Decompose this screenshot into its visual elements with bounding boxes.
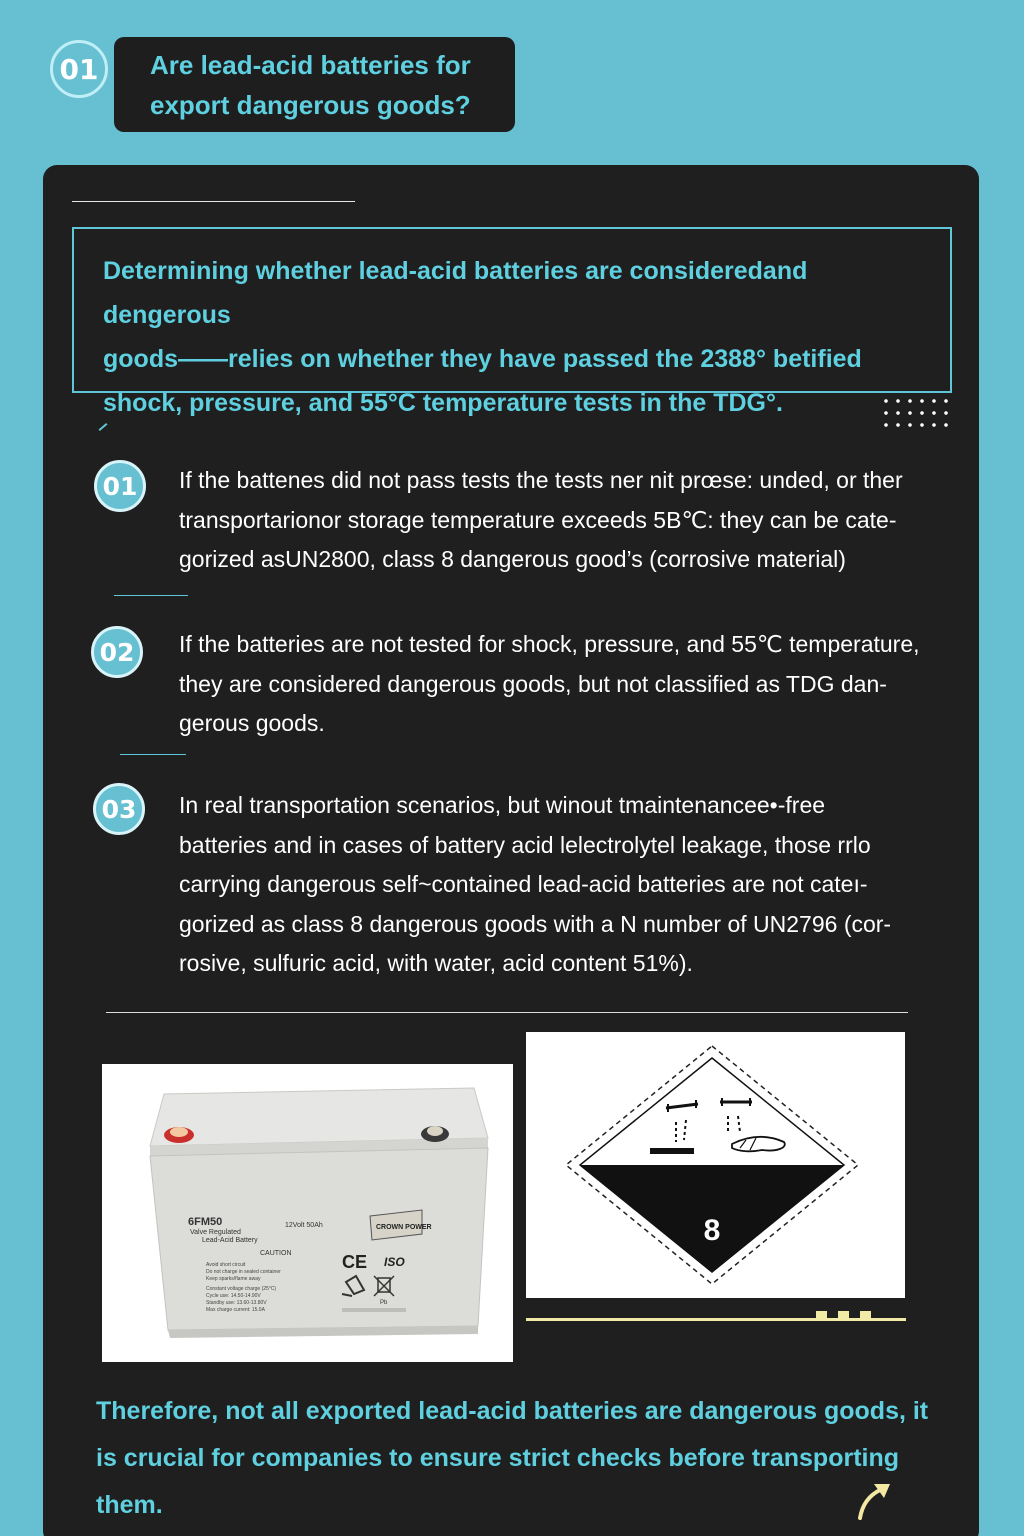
- item-2-number-badge: 02: [91, 626, 143, 678]
- intro-line-3: shock, pressure, and 55°C temperature tests in the TDG°.: [103, 389, 783, 417]
- conclusion-line-3: them.: [96, 1491, 163, 1519]
- item-2-line-3: gerous goods.: [179, 710, 325, 736]
- battery-charge-4: Max charge current: 15.0A: [206, 1307, 265, 1313]
- battery-warning-1: Avoid short circuit: [206, 1262, 246, 1268]
- header-number-badge: 01: [50, 40, 108, 98]
- battery-brand-text: CROWN POWER: [376, 1224, 432, 1231]
- pb-mark: Pb: [380, 1300, 388, 1306]
- battery-model-text: 6FM50: [188, 1216, 223, 1228]
- item-3-line-2: batteries and in cases of battery acid lelectrolytel leakage, those rrlo: [179, 831, 871, 858]
- battery-spec-text: 12Volt 50Ah: [285, 1222, 323, 1229]
- item-3-line-3: carrying dangerous self~contained lead-acid batteries are not cateı-: [179, 871, 868, 897]
- yellow-block-decoration: [816, 1311, 880, 1321]
- header-title-box: [114, 37, 515, 132]
- battery-charge-2: Cycle use: 14.50-14.90V: [206, 1293, 261, 1299]
- battery-caution-text: CAUTION: [260, 1250, 292, 1257]
- conclusion-text: [96, 1388, 966, 1529]
- intro-line-2: goods——relies on whether they have passed the 2388° betified: [103, 345, 862, 373]
- curved-arrow-icon: [852, 1478, 896, 1522]
- battery-website-strip: [342, 1308, 406, 1312]
- item-1-line-2: transportarionor storage temperature exceeds 5B℃: they can be cate-: [179, 506, 897, 533]
- conclusion-line-1: Therefore, not all exported lead-acid batteries are dangerous goods, it: [96, 1397, 929, 1425]
- hazard-label-panel: [526, 1032, 905, 1298]
- header-title-line-2: export dangerous goods?: [150, 90, 471, 120]
- item-3-line-4: gorized as class 8 dangerous goods with a N number of UN2796 (cor-: [179, 910, 892, 937]
- battery-photo: [102, 1064, 513, 1362]
- item-1-line-1: If the battenes did not pass tests the tests ner nit prœse: unded, or ther: [179, 467, 903, 493]
- battery-illustration: [102, 1064, 513, 1362]
- iso-mark: ISO: [384, 1255, 405, 1269]
- hazard-class-number: 8: [703, 1214, 721, 1247]
- top-divider: [72, 201, 355, 202]
- conclusion-line-2: is crucial for companies to ensure strict checks before transporting: [96, 1444, 900, 1472]
- item-3-line-1: In real transportation scenarios, but winout tmaintenancee•-free: [179, 792, 826, 818]
- item-3-number-badge: 03: [93, 783, 145, 835]
- item-2-text: [179, 625, 954, 744]
- battery-warning-3: Keep sparks/flame away: [206, 1276, 261, 1282]
- dot-pattern-decoration: [880, 395, 956, 431]
- item-2-line-1: If the batteries are not tested for shock, pressure, and 55℃ temperature,: [179, 631, 920, 657]
- battery-charge-1: Constant voltage charge (25°C): [206, 1286, 277, 1292]
- intro-line-1: Determining whether lead-acid batteries are consideredand dengerous: [103, 257, 808, 329]
- item-1-divider: [114, 595, 188, 596]
- header-title-line-1: Are lead-acid batteries for: [150, 50, 471, 80]
- ce-mark: CE: [342, 1252, 368, 1272]
- item-1-text: [179, 461, 954, 580]
- intro-box: [72, 227, 952, 417]
- battery-type-line-1: Valve Regulated: [190, 1229, 241, 1236]
- corrosive-class-8-icon: [526, 1032, 905, 1298]
- battery-charge-3: Standby use: 13.60-13.80V: [206, 1300, 267, 1306]
- battery-type-line-2: Lead-Acid Battery: [202, 1237, 258, 1244]
- item-3-line-5: rosive, sulfuric acid, with water, acid content 51%).: [179, 950, 693, 976]
- battery-warning-2: Do not charge in sealed container: [206, 1269, 281, 1275]
- images-divider: [106, 1012, 908, 1013]
- item-2-divider: [120, 754, 186, 755]
- item-1-line-3: gorized asUN2800, class 8 dangerous good’s (corrosive material): [179, 546, 846, 572]
- item-3-text: [179, 786, 954, 984]
- item-1-number-badge: 01: [94, 460, 146, 512]
- item-2-line-2: they are considered dangerous goods, but not classified as TDG dan-: [179, 670, 887, 697]
